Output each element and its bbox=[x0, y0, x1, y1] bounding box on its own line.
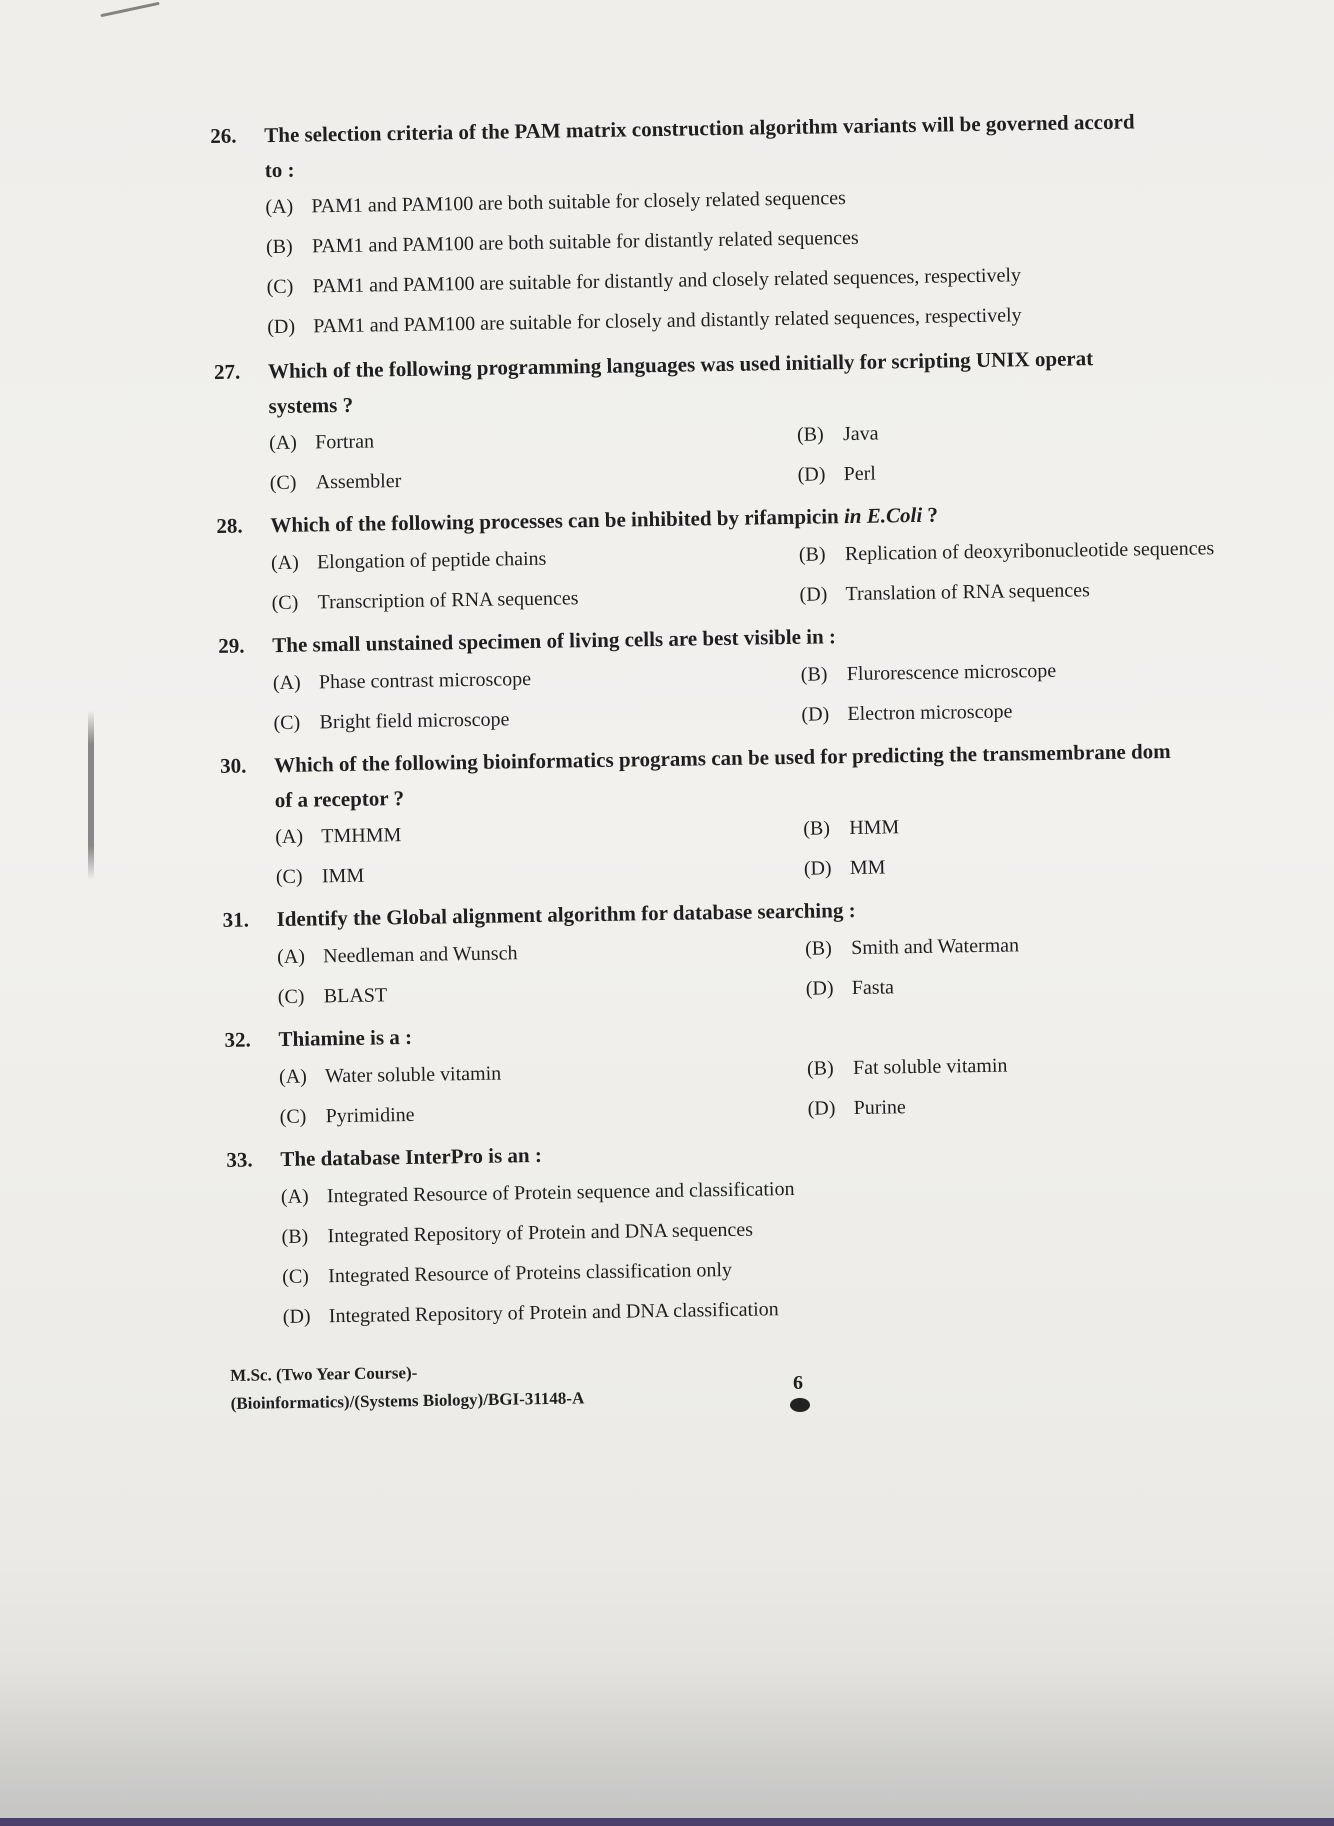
question-number: 32. bbox=[224, 1027, 251, 1052]
options bbox=[225, 1040, 1334, 1138]
question-text: Which of the following processes can be inhibited by rifampicin in E.Coli ? bbox=[270, 502, 939, 538]
option-label: (D) bbox=[803, 857, 832, 880]
option-text: Integrated Repository of Protein and DNA classification bbox=[328, 1298, 779, 1328]
option-d bbox=[799, 566, 1334, 615]
question-31 bbox=[222, 884, 1334, 1018]
question-number: 29. bbox=[218, 633, 245, 658]
bottom-edge bbox=[0, 1818, 1334, 1826]
option-d bbox=[805, 960, 1334, 1009]
option-label: (C) bbox=[277, 985, 305, 1009]
option-label: (B) bbox=[806, 1057, 834, 1080]
option-text: MM bbox=[849, 856, 886, 880]
option-c bbox=[278, 969, 807, 1017]
question-text-continued: systems ? bbox=[268, 392, 354, 419]
options-grid bbox=[273, 646, 1334, 743]
option-label: (C) bbox=[269, 471, 297, 495]
question-29 bbox=[218, 610, 1334, 744]
option-label: (A) bbox=[265, 195, 294, 219]
option-c bbox=[279, 1089, 808, 1137]
option-d bbox=[801, 686, 1334, 735]
option-label: (B) bbox=[803, 817, 831, 840]
option-label: (C) bbox=[282, 1265, 310, 1289]
question-text: Which of the following programming languages was used initially for scripting UNIX operat bbox=[267, 346, 1094, 384]
option-label: (A) bbox=[275, 825, 304, 849]
options bbox=[217, 526, 1334, 624]
question-text-continued: to : bbox=[264, 157, 295, 183]
option-c bbox=[273, 695, 802, 743]
option-label: (B) bbox=[800, 663, 828, 686]
options bbox=[211, 170, 1334, 348]
option-d bbox=[804, 840, 1334, 889]
option-label: (A) bbox=[268, 431, 298, 455]
page-footer bbox=[230, 1351, 931, 1418]
scan-smudge bbox=[100, 2, 159, 17]
option-c bbox=[271, 575, 800, 623]
option-label: (D) bbox=[267, 315, 296, 339]
question-30 bbox=[220, 730, 1334, 898]
option-text: Integrated Resource of Protein sequence and classification bbox=[326, 1177, 795, 1208]
options-grid bbox=[275, 800, 1334, 897]
question-text: The small unstained specimen of living cells are best visible in : bbox=[272, 624, 837, 658]
options bbox=[215, 406, 1334, 504]
option-label: (A) bbox=[280, 1185, 309, 1209]
option-label: (B) bbox=[804, 937, 832, 960]
option-text: Perl bbox=[843, 462, 877, 486]
option-text: Translation of RNA sequences bbox=[845, 579, 1090, 606]
option-label: (B) bbox=[796, 423, 824, 446]
option-text: PAM1 and PAM100 are suitable for distantly and closely related sequences, respectively bbox=[312, 264, 1022, 298]
option-text: Integrated Resource of Proteins classification only bbox=[328, 1258, 733, 1288]
option-label: (D) bbox=[801, 703, 830, 726]
options-grid bbox=[277, 920, 1334, 1017]
option-text: Smith and Waterman bbox=[850, 934, 1020, 960]
question-27 bbox=[214, 336, 1334, 504]
option-text: Needleman and Wunsch bbox=[323, 942, 518, 968]
question-text: The selection criteria of the PAM matrix construction algorithm variants will be governed accord bbox=[264, 109, 1135, 148]
question-32 bbox=[224, 1004, 1334, 1138]
option-label: (C) bbox=[279, 1105, 307, 1129]
option-label: (B) bbox=[281, 1225, 309, 1249]
option-text: PAM1 and PAM100 are both suitable for distantly related sequences bbox=[311, 226, 859, 258]
option-text: HMM bbox=[849, 816, 900, 840]
option-label: (D) bbox=[807, 1097, 836, 1120]
option-text: BLAST bbox=[323, 984, 388, 1008]
option-label: (D) bbox=[282, 1305, 311, 1329]
options-grid bbox=[279, 1040, 1334, 1137]
option-text: Assembler bbox=[315, 470, 402, 494]
question-28 bbox=[216, 490, 1334, 624]
option-text: Pyrimidine bbox=[325, 1103, 415, 1128]
option-label: (C) bbox=[273, 711, 301, 735]
options-grid bbox=[269, 406, 1334, 503]
option-text: Fortran bbox=[314, 430, 375, 454]
options bbox=[221, 800, 1334, 898]
option-label: (D) bbox=[797, 463, 826, 486]
page-dot bbox=[790, 1398, 810, 1412]
option-text: TMHMM bbox=[321, 824, 402, 848]
option-label: (A) bbox=[272, 671, 301, 695]
question-number: 26. bbox=[210, 123, 237, 148]
option-text: Purine bbox=[853, 1096, 907, 1120]
question-text-continued: of a receptor ? bbox=[274, 786, 405, 813]
option-label: (B) bbox=[265, 235, 293, 259]
option-text: IMM bbox=[321, 864, 365, 888]
footer-course: M.Sc. (Two Year Course)- bbox=[230, 1363, 418, 1385]
question-text: Thiamine is a : bbox=[278, 1024, 413, 1052]
option-label: (B) bbox=[798, 543, 826, 566]
question-number: 31. bbox=[222, 907, 250, 932]
option-label: (D) bbox=[805, 977, 834, 1000]
option-text: Elongation of peptide chains bbox=[316, 547, 547, 574]
option-c bbox=[276, 849, 805, 897]
option-text: Fasta bbox=[851, 976, 895, 1000]
question-number: 28. bbox=[216, 513, 243, 538]
option-text: PAM1 and PAM100 are both suitable for closely related sequences bbox=[311, 187, 847, 218]
option-text: Integrated Repository of Protein and DNA sequences bbox=[327, 1218, 754, 1248]
options bbox=[219, 646, 1334, 744]
option-label: (A) bbox=[277, 945, 306, 969]
option-c bbox=[269, 455, 798, 503]
bottom-shadow bbox=[0, 1668, 1334, 1818]
option-text: Water soluble vitamin bbox=[324, 1062, 502, 1088]
options-grid bbox=[271, 526, 1334, 623]
question-number: 30. bbox=[219, 753, 247, 778]
question-26 bbox=[210, 100, 1334, 348]
options bbox=[223, 920, 1334, 1018]
question-list bbox=[210, 100, 1334, 1338]
option-label: (C) bbox=[275, 865, 303, 889]
option-text: Java bbox=[842, 422, 879, 446]
option-text: Transcription of RNA sequences bbox=[317, 587, 579, 614]
question-33 bbox=[226, 1124, 1334, 1338]
question-text: Identify the Global alignment algorithm for database searching : bbox=[276, 897, 856, 932]
option-d bbox=[797, 446, 1334, 495]
option-label: (A) bbox=[278, 1065, 308, 1089]
binding-shadow bbox=[88, 710, 94, 880]
option-text: Fat soluble vitamin bbox=[852, 1054, 1008, 1080]
footer-paper-code: (Bioinformatics)/(Systems Biology)/BGI-31148-A bbox=[230, 1388, 585, 1413]
page-number: 6 bbox=[793, 1372, 803, 1394]
option-text: Electron microscope bbox=[847, 700, 1013, 726]
option-text: Phase contrast microscope bbox=[318, 668, 532, 694]
option-label: (C) bbox=[271, 591, 299, 615]
option-label: (C) bbox=[266, 275, 294, 299]
option-text: Flurorescence microscope bbox=[846, 659, 1057, 686]
option-text: PAM1 and PAM100 are suitable for closely and distantly related sequences, respectively bbox=[313, 304, 1022, 338]
question-number: 27. bbox=[213, 359, 241, 384]
question-text: The database InterPro is an : bbox=[280, 1142, 543, 1172]
option-text: Bright field microscope bbox=[319, 708, 510, 734]
options bbox=[227, 1160, 1334, 1338]
option-text: Replication of deoxyribonucleotide sequences bbox=[844, 537, 1215, 566]
question-text: Which of the following bioinformatics programs can be used for predicting the transmembrane dom bbox=[273, 738, 1171, 778]
option-label: (D) bbox=[799, 583, 828, 606]
question-number: 33. bbox=[226, 1147, 253, 1172]
option-d bbox=[807, 1080, 1334, 1129]
option-label: (A) bbox=[270, 551, 299, 575]
